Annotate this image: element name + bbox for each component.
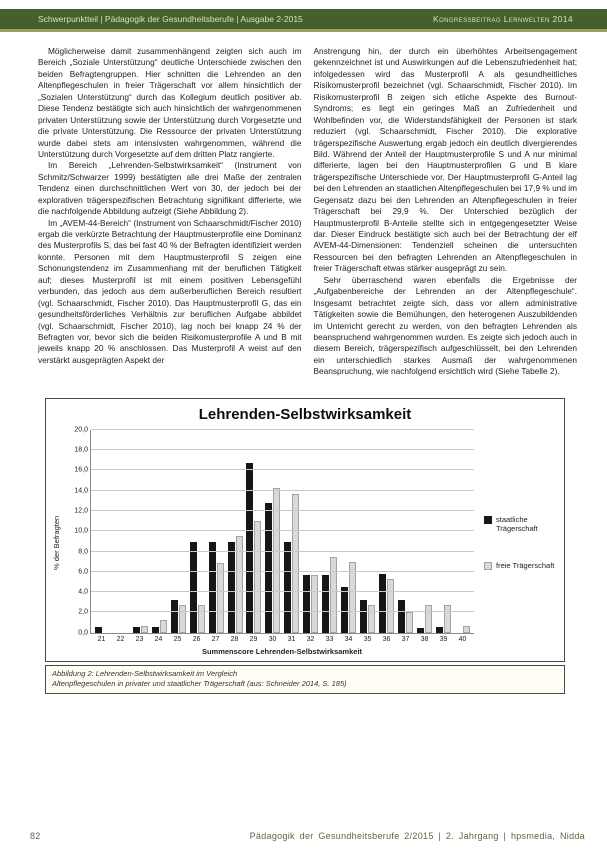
- y-axis-tick: 6,0: [78, 568, 88, 576]
- x-axis-tick: 22: [116, 635, 125, 643]
- bar-group-39: [436, 430, 451, 633]
- x-axis-tick: 26: [192, 635, 201, 643]
- gridline: [91, 611, 474, 612]
- bar-staatliche-23: [133, 627, 140, 633]
- footer-journal-line: Pädagogik der Gesundheitsberufe 2/2015 | 2. Jahrgang | hpsmedia, Nidda: [249, 831, 585, 841]
- bar-staatliche-26: [190, 542, 197, 632]
- x-axis-tick: 35: [363, 635, 372, 643]
- bar-group-29: [246, 430, 261, 633]
- bar-group-33: [322, 430, 337, 633]
- bar-staatliche-36: [379, 574, 386, 633]
- bar-group-23: [133, 430, 148, 633]
- bar-staatliche-30: [265, 503, 272, 633]
- bar-freie-27: [217, 563, 224, 633]
- bar-freie-33: [330, 557, 337, 633]
- gridline: [91, 429, 474, 430]
- bar-group-38: [417, 430, 432, 633]
- gridline: [91, 551, 474, 552]
- article-body: [0, 32, 607, 378]
- gridline: [91, 591, 474, 592]
- gridline: [91, 449, 474, 450]
- x-axis-tick: 23: [135, 635, 144, 643]
- y-axis-tick: 12,0: [74, 507, 88, 515]
- legend-marker-staatliche: [484, 516, 492, 524]
- y-axis-tick: 10,0: [74, 527, 88, 535]
- header-section-title: Schwerpunktteil | Pädagogik der Gesundheitsberufe | Ausgabe 2-2015: [38, 14, 303, 24]
- y-axis-tick: 14,0: [74, 487, 88, 495]
- chart-title: Lehrenden-Selbstwirksamkeit: [198, 405, 412, 423]
- bar-freie-26: [198, 605, 205, 632]
- legend-entry-staatliche: [484, 515, 560, 534]
- bar-chart: [45, 398, 565, 662]
- header-congress-label: Kongressbeitrag Lernwelten 2014: [433, 14, 573, 24]
- bar-staatliche-24: [152, 627, 159, 633]
- x-axis-tick: 38: [420, 635, 429, 643]
- bar-freie-32: [311, 575, 318, 633]
- bar-freie-40: [463, 626, 470, 633]
- y-axis-tick: 2,0: [78, 608, 88, 616]
- plot-column: [63, 426, 474, 656]
- bar-group-31: [284, 430, 299, 633]
- figure-2: [45, 398, 565, 694]
- x-axis-tick: 24: [154, 635, 163, 643]
- page-number: 82: [30, 831, 41, 841]
- legend-label-staatliche: staatliche Trägerschaft: [496, 514, 538, 533]
- gridline: [91, 510, 474, 511]
- bar-group-25: [171, 430, 186, 633]
- bar-group-21: [95, 430, 110, 633]
- bar-freie-25: [179, 605, 186, 632]
- bar-staatliche-39: [436, 627, 443, 633]
- page-footer: [30, 831, 585, 841]
- paragraph: Im Bereich „Lehrenden-Selbstwirksamkeit“ (Instrument von Schmitz/Schwarzer 1999) bestätigten alle drei Maße der zentralen Tendenz einen durchschnittlichen Wert von 30, der jedoch bei der explorativen trägerspezifischen Betrachtung signifikant differierte, wie die nachfolgende Abbildung aufzeigt (Siehe Abbildung 2).: [38, 160, 302, 217]
- y-axis-tick: 8,0: [78, 548, 88, 555]
- x-axis-tick: 28: [230, 635, 239, 643]
- paragraph: Im „AVEM-44-Bereich“ (Instrument von Schaarschmidt/Fischer 2010) ergab die verkürzte Betrachtung der Hauptmusterprofile eine Dominanz des Musterprofils S, das bei fast 40 % der Befragten identifiziert werden konnte. Personen mit dem Hauptmusterprofil S zeigen eine Schonungstendenz im Zusammenhang mit der beruflichen Tätigkeit auf; dieses Musterprofil ist mit einem positiven Lebensgefühl verbunden, das jedoch aus dem außerberuflichen Bereich resultiert (vgl. Schaarschmidt, Fischer 2010). Das Hauptmusterprofil G, das ein gesundheitsförderliches Verhältnis zur beruflichen Aufgabe abbildet (vgl. Schaarschmidt, Fischer 2010), lag noch bei knapp 24 % der Befragten vor, bevor sich die beiden Risikomusterprofile A und B mit jeweils knapp 20 % anschlossen. Das Musterprofil A weist auf den verstärkt ausgeprägten Aspekt der: [38, 217, 302, 365]
- legend-entry-freie: [484, 561, 560, 570]
- bar-group-24: [152, 430, 167, 633]
- x-axis-tick: 25: [173, 635, 182, 643]
- bar-freie-23: [141, 626, 148, 633]
- y-axis-title: % der Befragten: [52, 515, 61, 570]
- bar-freie-29: [254, 521, 261, 633]
- chart-area: [50, 426, 560, 656]
- caption-line-2: Altenpflegeschulen in privater und staatlicher Trägerschaft (aus: Schneider 2014, S. 185): [52, 678, 347, 688]
- legend-marker-freie: [484, 562, 492, 570]
- paragraph: Möglicherweise damit zusammenhängend zeigten sich auch im Bereich „Soziale Unterstützung“ deutliche Unterschiede zwischen den beiden Befragtengruppen. Hier schnitten die Lehrenden an den Altenpflegeschulen in freier Trägerschaft vor allem hinsichtlich der „Sozialen Unterstützung“ durch das Kollegium deutlich positiver ab. Diese Tendenz bestätigte sich auch hinsichtlich der wahrgenommenen privaten Unterstützung sowie der Unterstützung durch Vorgesetzte und die private Unterstützung. Die Ressource der privaten Unterstützung wurde dabei stets am intensivsten wahrgenommen, während die Unterstützung durch Vorgesetzte auf dem dritten Platz rangierte.: [38, 46, 302, 159]
- x-axis-tick: 36: [382, 635, 391, 643]
- bar-group-35: [360, 430, 375, 633]
- bar-freie-39: [444, 605, 451, 632]
- bar-group-22: [114, 430, 129, 633]
- y-axis-tick: 16,0: [74, 466, 88, 474]
- y-axis-tick: 20,0: [74, 426, 88, 434]
- x-axis-tick: 40: [458, 635, 467, 643]
- gridline: [91, 530, 474, 531]
- bars-container: [91, 430, 474, 633]
- page-header: [0, 9, 607, 32]
- x-axis-tick: 30: [268, 635, 277, 643]
- bar-group-40: [455, 430, 470, 633]
- bar-group-28: [228, 430, 243, 633]
- bar-freie-24: [160, 620, 167, 633]
- x-axis-tick: 29: [249, 635, 258, 643]
- x-axis-tick: 33: [325, 635, 334, 643]
- x-axis-tick: 37: [401, 635, 410, 643]
- bar-group-37: [398, 430, 413, 633]
- x-axis-tick: 21: [97, 635, 106, 643]
- figure-caption: [45, 665, 565, 694]
- bar-group-27: [209, 430, 224, 633]
- bar-group-36: [379, 430, 394, 633]
- gridline: [91, 571, 474, 572]
- bar-staatliche-28: [228, 542, 235, 632]
- bar-staatliche-27: [209, 542, 216, 632]
- legend-label-freie: freie Trägerschaft: [496, 561, 555, 571]
- x-axis-tick: 39: [439, 635, 448, 643]
- y-axis-tick: 18,0: [74, 446, 88, 454]
- paragraph: Sehr überraschend waren ebenfalls die Ergebnisse der „Aufgabenbereiche der Lehrenden an der Altenpflegeschule“. Insgesamt betrachtet zeigte sich, dass vor allem administrative Tätigkeiten sowie die Bemühungen, den heterogenen Auszubildenden im Unterricht gerecht zu werden, von den befragten Lehrenden als beanspruchend wahrgenommen wurden. Es zeigte sich jedoch auch in diesem Bereich, trägerspezifisch aufgeschlüsselt, bei den Lehrenden ein unterschiedlich starkes Ausmaß der wahrgenommenen Beanspruchung, wie nachfolgend ersichtlich wird (Siehe Tabelle 2).: [313, 274, 577, 377]
- x-axis-tick: 32: [306, 635, 315, 643]
- y-axis-tick: 0,0: [78, 629, 88, 637]
- bar-freie-34: [349, 562, 356, 633]
- caption-line-1: Abbildung 2: Lehrenden-Selbstwirksamkeit im Vergleich: [52, 668, 238, 678]
- plot-area: [74, 426, 474, 637]
- text-column-right: [314, 46, 578, 378]
- bar-group-34: [341, 430, 356, 633]
- bar-staatliche-38: [417, 628, 424, 633]
- bar-freie-36: [387, 579, 394, 633]
- bar-staatliche-32: [303, 575, 310, 633]
- gridline: [91, 490, 474, 491]
- x-axis-tick: 34: [344, 635, 353, 643]
- bar-group-32: [303, 430, 318, 633]
- bar-freie-35: [368, 605, 375, 632]
- bar-staatliche-21: [95, 627, 102, 633]
- y-axis-tick: 4,0: [78, 588, 88, 596]
- bar-group-30: [265, 430, 280, 633]
- x-axis-tick: 27: [211, 635, 220, 643]
- bar-staatliche-35: [360, 600, 367, 632]
- bar-staatliche-25: [171, 600, 178, 632]
- bar-freie-37: [406, 612, 413, 632]
- text-column-left: [38, 46, 302, 378]
- chart-legend: [474, 430, 560, 656]
- x-axis-tick: 31: [287, 635, 296, 643]
- bar-staatliche-31: [284, 542, 291, 632]
- x-axis-ticks: [90, 636, 474, 643]
- gridline: [91, 469, 474, 470]
- bar-freie-38: [425, 605, 432, 632]
- bar-staatliche-33: [322, 575, 329, 633]
- paragraph: Anstrengung hin, der durch ein überhöhtes Arbeitsengagement gekennzeichnet ist und Auswirkungen auf die Lebenszufriedenheit hat; infolgedessen wird das Musterprofil A als gesundheitliches Risikomusterprofil bezeichnet (vgl. Schaarschmidt, Fischer 2010). Im Risikomusterprofil B zeigen sich etliche Aspekte des Burnout-Syndroms; es liegt ein geringes Maß an Zufriedenheit und Wohlbefinden vor, die Widerstandsfähigkeit der Personen ist stark reduziert (vgl. Schaarschmidt, Fischer 2010). Die explorative trägerspezifische Auswertung ergab jedoch ein deutlich divergierendes Bild. Während der Anteil der Hauptmusterprofile S und A nur minimal differierte, lagen bei den Hauptmusterprofilen G und B klare trägerspezifische Unterschiede vor. Der Hauptmusterprofil G-Anteil lag bei den Lehrenden an staatlichen Altenpflegeschulen bei 17,9 % und im Gegensatz dazu bei den Lehrenden an Altenpflegeschulen in freier Trägerschaft bei 29,9 %. Der Unterschied bezüglich der Hauptmusterprofil B-Anteile stellte sich in entgegengesetzter Weise dar. Dieser Eindruck bestätigte sich auch bei der Betrachtung der elf AVEM-44-Dimensionen: Tendenziell scheinen die untersuchten Ressourcen bei den befragten Lehrenden an Altenpflegeschulen in freier Trägerschaft etwas stärker ausgeprägt zu sein.: [313, 46, 577, 274]
- bar-staatliche-34: [341, 587, 348, 633]
- bar-staatliche-37: [398, 600, 405, 632]
- x-axis-title: Summenscore Lehrenden-Selbstwirksamkeit: [201, 646, 363, 656]
- bar-group-26: [190, 430, 205, 633]
